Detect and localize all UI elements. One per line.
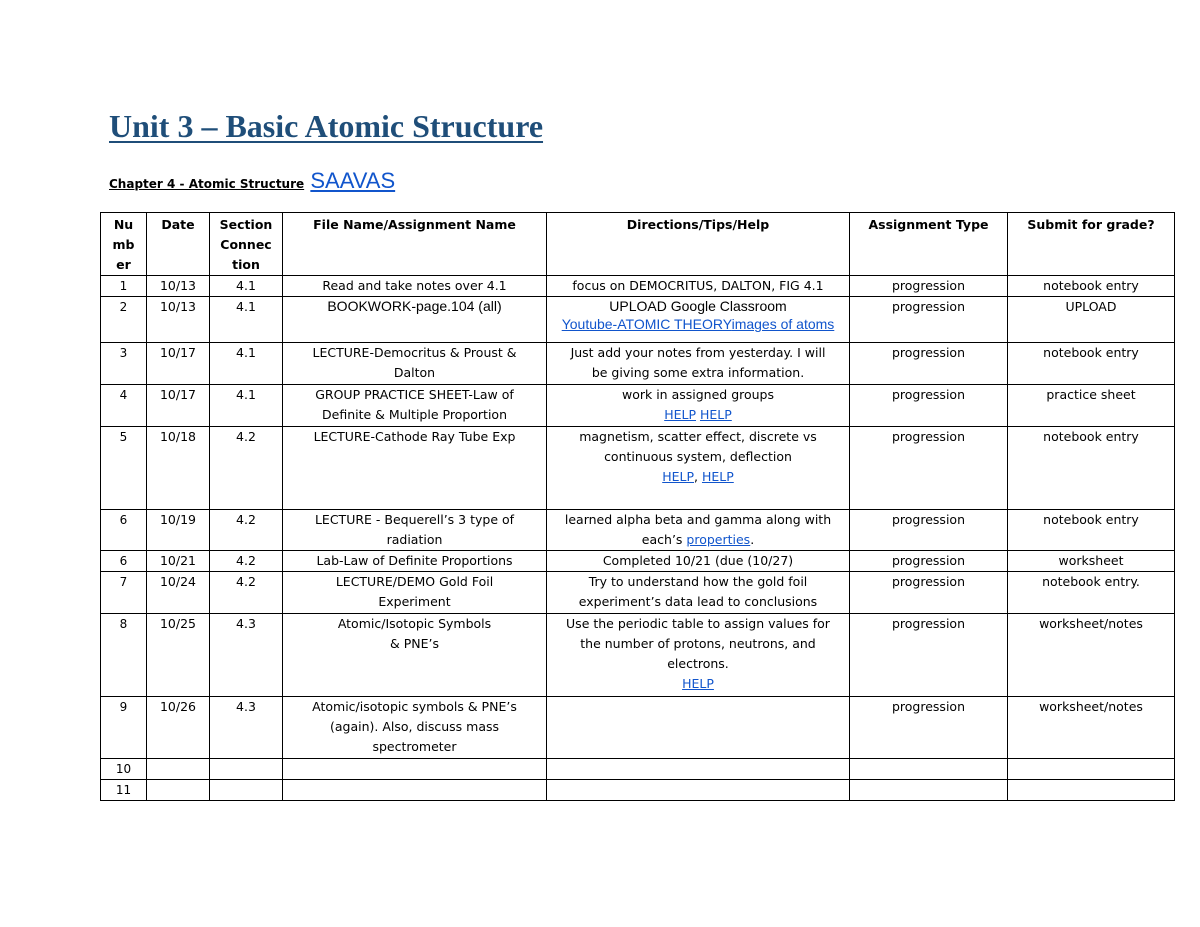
cell-number: 8	[101, 614, 147, 697]
cell-number: 5	[101, 427, 147, 510]
cell-directions	[547, 427, 850, 510]
cell-number: 10	[101, 759, 147, 780]
cell-date: 10/25	[147, 614, 210, 697]
cell-assignment-name	[283, 427, 547, 510]
cell-submit: notebook entry	[1008, 343, 1175, 385]
cell-section: 4.1	[210, 343, 283, 385]
cell-section: 4.2	[210, 427, 283, 510]
directions-line: Just add your notes from yesterday. I will	[570, 345, 826, 360]
help-links	[550, 405, 846, 425]
directions-line: work in assigned groups	[621, 387, 775, 402]
table-row	[101, 614, 1175, 697]
cell-assignment-name	[283, 759, 547, 780]
cell-directions	[547, 276, 850, 297]
header-number-line: er	[116, 257, 131, 272]
cell-assignment-name	[283, 343, 547, 385]
cell-section: 4.3	[210, 697, 283, 759]
cell-number: 2	[101, 297, 147, 343]
assignment-name-line: BOOKWORK-page.104 (all)	[327, 298, 502, 314]
cell-assignment-type: progression	[850, 276, 1008, 297]
help-link[interactable]: Youtube-ATOMIC THEORY	[561, 316, 732, 332]
help-link[interactable]: HELP	[664, 407, 696, 422]
directions-line: magnetism, scatter effect, discrete vs	[579, 429, 817, 444]
table-body	[101, 276, 1175, 801]
cell-directions	[547, 551, 850, 572]
assignment-name-line: Atomic/Isotopic Symbols	[337, 616, 492, 631]
cell-number: 6	[101, 510, 147, 551]
cell-section: 4.1	[210, 297, 283, 343]
header-submit: Submit for grade?	[1008, 213, 1175, 276]
cell-assignment-name	[283, 614, 547, 697]
cell-section	[210, 780, 283, 801]
help-link[interactable]: HELP	[699, 407, 732, 422]
assignment-name-line: Lab-Law of Definite Proportions	[316, 553, 513, 568]
cell-section	[210, 759, 283, 780]
cell-number: 4	[101, 385, 147, 427]
cell-section: 4.2	[210, 551, 283, 572]
cell-assignment-type: progression	[850, 614, 1008, 697]
table-row	[101, 343, 1175, 385]
cell-directions	[547, 759, 850, 780]
cell-date: 10/21	[147, 551, 210, 572]
cell-directions	[547, 780, 850, 801]
cell-assignment-type: progression	[850, 551, 1008, 572]
cell-date	[147, 780, 210, 801]
table-row	[101, 551, 1175, 572]
header-file-name: File Name/Assignment Name	[283, 213, 547, 276]
cell-directions	[547, 510, 850, 551]
directions-line: Use the periodic table to assign values for	[566, 616, 830, 631]
assignment-name-line: Atomic/isotopic symbols & PNE’s	[312, 699, 517, 714]
header-section	[210, 213, 283, 276]
assignment-table	[100, 212, 1175, 801]
cell-assignment-name	[283, 385, 547, 427]
directions-line: UPLOAD Google Classroom	[609, 298, 787, 314]
table-row	[101, 297, 1175, 343]
header-section-line: Section	[219, 217, 273, 232]
header-section-line: Connec	[220, 237, 272, 252]
cell-date: 10/18	[147, 427, 210, 510]
cell-section: 4.2	[210, 572, 283, 614]
table-row	[101, 427, 1175, 510]
assignment-name-line: & PNE’s	[390, 636, 439, 651]
cell-directions	[547, 614, 850, 697]
cell-number: 6	[101, 551, 147, 572]
cell-assignment-name	[283, 510, 547, 551]
directions-line: continuous system, deflection	[604, 449, 792, 464]
cell-date	[147, 759, 210, 780]
table-row	[101, 385, 1175, 427]
assignment-name-line: LECTURE-Democritus & Proust &	[312, 345, 517, 360]
cell-submit: notebook entry	[1008, 427, 1175, 510]
cell-directions	[547, 343, 850, 385]
cell-date: 10/13	[147, 297, 210, 343]
cell-assignment-name	[283, 276, 547, 297]
chapter-heading	[109, 168, 395, 194]
directions-line: Completed 10/21 (due (10/27)	[602, 553, 794, 568]
help-links: HELP, HELP	[662, 469, 734, 484]
assignment-name-line: GROUP PRACTICE SHEET-Law of	[315, 387, 514, 402]
table-row	[101, 759, 1175, 780]
cell-assignment-type: progression	[850, 385, 1008, 427]
cell-date: 10/26	[147, 697, 210, 759]
help-link[interactable]: HELP	[662, 469, 695, 484]
assignment-name-line: radiation	[386, 532, 443, 547]
assignment-name-line: Experiment	[378, 594, 451, 609]
cell-submit: UPLOAD	[1008, 297, 1175, 343]
directions-line: each’s properties.	[641, 532, 755, 547]
header-number-line: mb	[112, 237, 135, 252]
cell-submit: worksheet	[1008, 551, 1175, 572]
directions-line: focus on DEMOCRITUS, DALTON, FIG 4.1	[572, 278, 824, 293]
page-title: Unit 3 – Basic Atomic Structure	[109, 108, 544, 144]
cell-number: 1	[101, 276, 147, 297]
cell-assignment-type: progression	[850, 510, 1008, 551]
cell-assignment-type: progression	[850, 297, 1008, 343]
cell-assignment-type: progression	[850, 572, 1008, 614]
directions-line: the number of protons, neutrons, and	[580, 636, 816, 651]
cell-submit	[1008, 759, 1175, 780]
cell-submit: worksheet/notes	[1008, 697, 1175, 759]
cell-submit	[1008, 780, 1175, 801]
table-row	[101, 780, 1175, 801]
cell-section: 4.1	[210, 385, 283, 427]
cell-date: 10/17	[147, 385, 210, 427]
assignment-name-line: LECTURE/DEMO Gold Foil	[335, 574, 494, 589]
cell-section: 4.3	[210, 614, 283, 697]
directions-line: be giving some extra information.	[591, 365, 805, 380]
cell-directions	[547, 697, 850, 759]
assignment-name-line: Definite & Multiple Proportion	[322, 407, 507, 422]
assignment-name-line: Read and take notes over 4.1	[322, 278, 507, 293]
cell-directions	[547, 297, 850, 343]
cell-assignment-type: progression	[850, 697, 1008, 759]
assignment-name-line: spectrometer	[372, 739, 457, 754]
table-row	[101, 697, 1175, 759]
properties-link[interactable]: properties	[686, 532, 751, 547]
assignment-name-line: LECTURE-Cathode Ray Tube Exp	[313, 429, 516, 444]
cell-submit: notebook entry	[1008, 510, 1175, 551]
cell-assignment-name	[283, 572, 547, 614]
cell-section: 4.2	[210, 510, 283, 551]
cell-directions	[547, 385, 850, 427]
cell-submit: notebook entry.	[1008, 572, 1175, 614]
cell-assignment-name	[283, 697, 547, 759]
header-number-line: Nu	[113, 217, 134, 232]
help-link[interactable]: images of atoms	[731, 316, 835, 332]
saavas-link[interactable]: SAAVAS	[310, 168, 396, 193]
header-number	[101, 213, 147, 276]
table-header-row	[101, 213, 1175, 276]
cell-number: 7	[101, 572, 147, 614]
directions-line: experiment’s data lead to conclusions	[578, 594, 818, 609]
cell-section: 4.1	[210, 276, 283, 297]
chapter-label: Chapter 4 - Atomic Structure	[109, 177, 305, 191]
cell-assignment-name	[283, 297, 547, 343]
cell-date: 10/13	[147, 276, 210, 297]
help-link[interactable]: HELP	[701, 469, 734, 484]
help-links	[550, 674, 846, 694]
cell-submit: notebook entry	[1008, 276, 1175, 297]
cell-number: 11	[101, 780, 147, 801]
cell-date: 10/19	[147, 510, 210, 551]
cell-submit: practice sheet	[1008, 385, 1175, 427]
directions-line: learned alpha beta and gamma along with	[564, 512, 832, 527]
cell-date: 10/24	[147, 572, 210, 614]
assignment-name-line: LECTURE - Bequerell’s 3 type of	[314, 512, 515, 527]
cell-directions	[547, 572, 850, 614]
table-row	[101, 572, 1175, 614]
cell-number: 3	[101, 343, 147, 385]
header-directions: Directions/Tips/Help	[547, 213, 850, 276]
help-link[interactable]: HELP	[682, 676, 714, 691]
cell-assignment-name	[283, 780, 547, 801]
header-assignment-type: Assignment Type	[850, 213, 1008, 276]
directions-line: electrons.	[667, 656, 729, 671]
table-row	[101, 510, 1175, 551]
directions-text: each’s	[641, 532, 687, 547]
header-section-line: tion	[232, 257, 260, 272]
cell-date: 10/17	[147, 343, 210, 385]
cell-assignment-type: progression	[850, 343, 1008, 385]
cell-assignment-type	[850, 780, 1008, 801]
cell-submit: worksheet/notes	[1008, 614, 1175, 697]
table-row	[101, 276, 1175, 297]
directions-line: Try to understand how the gold foil	[588, 574, 808, 589]
cell-assignment-name	[283, 551, 547, 572]
cell-number: 9	[101, 697, 147, 759]
header-date: Date	[147, 213, 210, 276]
assignment-name-line: (again). Also, discuss mass	[329, 719, 500, 734]
cell-assignment-type: progression	[850, 427, 1008, 510]
assignment-name-line: Dalton	[393, 365, 436, 380]
cell-assignment-type	[850, 759, 1008, 780]
